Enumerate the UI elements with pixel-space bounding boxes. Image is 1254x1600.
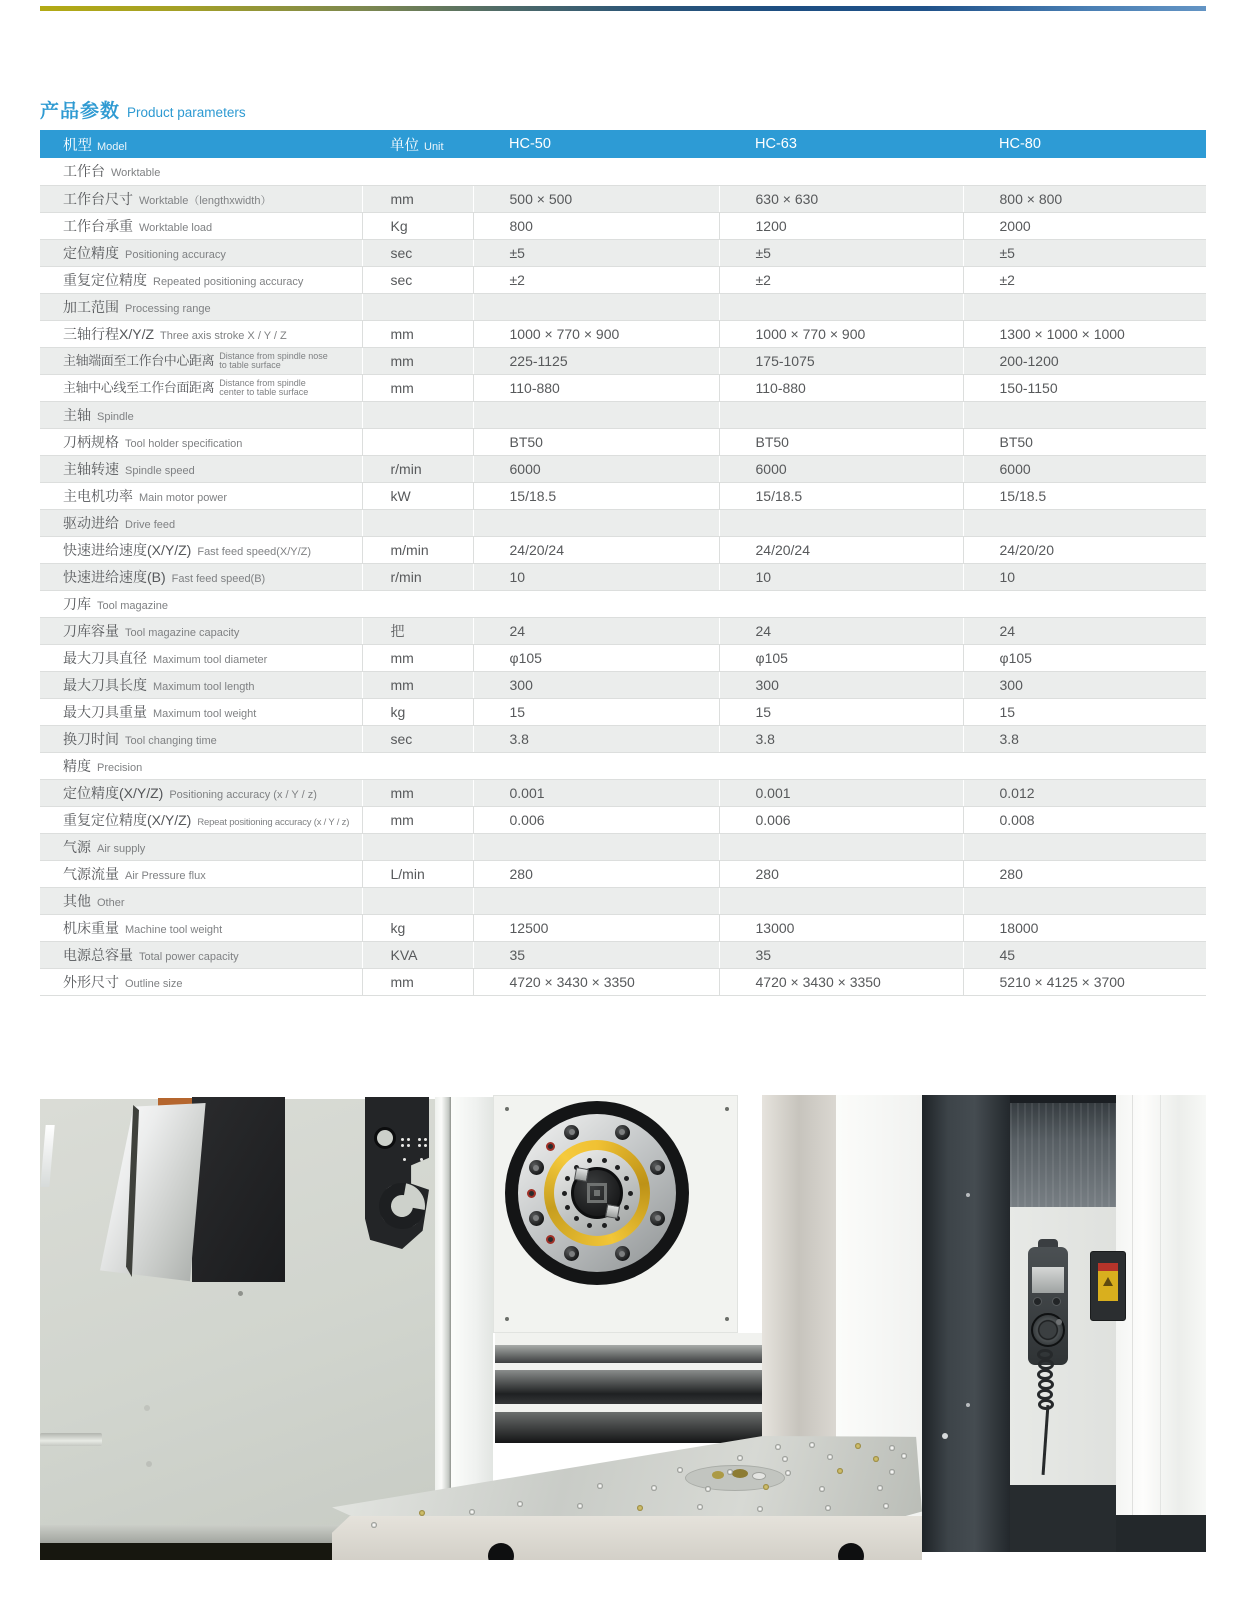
row-unit: mm bbox=[362, 374, 473, 401]
row-value bbox=[719, 401, 963, 428]
row-value bbox=[473, 590, 719, 617]
row-label: 定位精度 Positioning accuracy bbox=[40, 239, 362, 266]
row-value: 280 bbox=[963, 860, 1206, 887]
spindle-red-dot bbox=[546, 1142, 555, 1151]
table-body bbox=[40, 158, 1206, 995]
row-label: 其他 Other bbox=[40, 887, 362, 914]
arm-led bbox=[407, 1138, 410, 1141]
spindle-dot bbox=[615, 1165, 620, 1170]
spindle-hub-glyph-center bbox=[594, 1190, 600, 1196]
pallet-bolt-hole bbox=[873, 1456, 879, 1462]
row-value: 4720 × 3430 × 3350 bbox=[719, 968, 963, 995]
pallet-bolt-hole bbox=[825, 1505, 831, 1511]
pallet-bolt-hole bbox=[889, 1445, 895, 1451]
row-unit: m/min bbox=[362, 536, 473, 563]
spindle-dot bbox=[565, 1176, 570, 1181]
row-value: 10 bbox=[473, 563, 719, 590]
row-value bbox=[963, 833, 1206, 860]
header-unit: 单位 Unit bbox=[362, 130, 473, 158]
row-label: 最大刀具直径 Maximum tool diameter bbox=[40, 644, 362, 671]
header-col-hc80: HC-80 bbox=[963, 130, 1206, 158]
row-label: 主轴转速 Spindle speed bbox=[40, 455, 362, 482]
warning-triangle-icon bbox=[1103, 1277, 1113, 1286]
row-value: 13000 bbox=[719, 914, 963, 941]
row-value: 12500 bbox=[473, 914, 719, 941]
row-value: 110-880 bbox=[473, 374, 719, 401]
row-unit bbox=[362, 428, 473, 455]
row-value: 6000 bbox=[719, 455, 963, 482]
cable-coil-ring bbox=[1038, 1399, 1054, 1410]
panel-screw bbox=[505, 1317, 509, 1321]
row-label: 三轴行程X/Y/Z Three axis stroke X / Y / Z bbox=[40, 320, 362, 347]
row-value: 24/20/24 bbox=[473, 536, 719, 563]
panel-screw bbox=[146, 1461, 152, 1467]
row-value: 3.8 bbox=[963, 725, 1206, 752]
row-value bbox=[719, 887, 963, 914]
row-unit bbox=[362, 158, 473, 185]
spindle-key-block bbox=[605, 1204, 620, 1219]
row-value: φ105 bbox=[473, 644, 719, 671]
pallet-bolt-hole bbox=[877, 1485, 883, 1491]
table-row bbox=[40, 617, 1206, 644]
row-value: ±5 bbox=[963, 239, 1206, 266]
row-label: 气源流量 Air Pressure flux bbox=[40, 860, 362, 887]
arm-led bbox=[418, 1144, 421, 1147]
row-value: ±2 bbox=[963, 266, 1206, 293]
panel-screw bbox=[505, 1107, 509, 1111]
row-label: 机床重量 Machine tool weight bbox=[40, 914, 362, 941]
row-value: 0.006 bbox=[473, 806, 719, 833]
table-row bbox=[40, 239, 1206, 266]
header-col-hc50: HC-50 bbox=[473, 130, 719, 158]
row-label: 快速进给速度(X/Y/Z) Fast feed speed(X/Y/Z) bbox=[40, 536, 362, 563]
table-row bbox=[40, 185, 1206, 212]
table-row bbox=[40, 644, 1206, 671]
pallet-bolt-hole bbox=[763, 1484, 769, 1490]
window-streaks bbox=[1010, 1095, 1116, 1207]
row-value bbox=[963, 401, 1206, 428]
row-label: 工作台 Worktable bbox=[40, 158, 362, 185]
header-model: 机型 Model bbox=[40, 130, 362, 158]
table-header-row bbox=[40, 130, 1206, 158]
row-value: 4720 × 3430 × 3350 bbox=[473, 968, 719, 995]
spindle-dot bbox=[565, 1205, 570, 1210]
right-bottom-dark bbox=[1116, 1515, 1206, 1552]
row-label: 工作台尺寸 Worktable（lengthxwidth） bbox=[40, 185, 362, 212]
page-title-en: Product parameters bbox=[127, 105, 246, 120]
row-label: 主轴端面至工作台中心距离 Distance from spindle nose to table surface bbox=[40, 347, 362, 374]
row-value: 35 bbox=[473, 941, 719, 968]
warning-label-red-band bbox=[1098, 1263, 1118, 1271]
row-value: 280 bbox=[473, 860, 719, 887]
row-label: 工作台承重 Worktable load bbox=[40, 212, 362, 239]
pallet-bolt-hole bbox=[837, 1468, 843, 1474]
spindle-dot bbox=[562, 1191, 567, 1196]
table-row bbox=[40, 455, 1206, 482]
row-value bbox=[473, 158, 719, 185]
arm-led bbox=[401, 1138, 404, 1141]
row-label: 刀库容量 Tool magazine capacity bbox=[40, 617, 362, 644]
arm-led bbox=[424, 1138, 427, 1141]
row-value bbox=[473, 293, 719, 320]
row-unit: r/min bbox=[362, 455, 473, 482]
row-value: 10 bbox=[719, 563, 963, 590]
panel-screw bbox=[144, 1405, 150, 1411]
row-value: 0.001 bbox=[473, 779, 719, 806]
row-value: BT50 bbox=[963, 428, 1206, 455]
row-unit: kg bbox=[362, 698, 473, 725]
row-value: 800 bbox=[473, 212, 719, 239]
arm-led bbox=[420, 1158, 423, 1161]
row-unit: mm bbox=[362, 185, 473, 212]
window-top-band bbox=[1010, 1095, 1116, 1103]
row-unit bbox=[362, 509, 473, 536]
left-bottom-dark-strip bbox=[40, 1543, 342, 1560]
row-value: φ105 bbox=[719, 644, 963, 671]
aluminum-edge-strip bbox=[435, 1097, 451, 1552]
row-unit: mm bbox=[362, 968, 473, 995]
pallet-bolt-hole bbox=[651, 1485, 657, 1491]
row-unit: mm bbox=[362, 320, 473, 347]
row-value: 630 × 630 bbox=[719, 185, 963, 212]
row-value: 15 bbox=[473, 698, 719, 725]
black-cover-wedge bbox=[192, 1097, 285, 1282]
panel-seam bbox=[1132, 1095, 1133, 1552]
row-value: 0.001 bbox=[719, 779, 963, 806]
row-value: 0.008 bbox=[963, 806, 1206, 833]
arm-led bbox=[424, 1144, 427, 1147]
row-unit: mm bbox=[362, 644, 473, 671]
spindle-bolt-center bbox=[569, 1129, 575, 1135]
pallet-bolt-hole bbox=[637, 1505, 643, 1511]
recess-gold-part bbox=[732, 1469, 748, 1478]
row-value bbox=[963, 887, 1206, 914]
spindle-bolt-center bbox=[655, 1165, 661, 1171]
under-panel-dark bbox=[1010, 1485, 1116, 1552]
row-unit bbox=[362, 833, 473, 860]
row-value bbox=[719, 509, 963, 536]
row-value: 15/18.5 bbox=[473, 482, 719, 509]
row-value: 200-1200 bbox=[963, 347, 1206, 374]
recess-silver-part bbox=[752, 1472, 766, 1480]
row-unit bbox=[362, 752, 473, 779]
row-label: 刀库 Tool magazine bbox=[40, 590, 362, 617]
pallet-bolt-hole bbox=[757, 1506, 763, 1512]
row-value: ±2 bbox=[719, 266, 963, 293]
row-value: φ105 bbox=[963, 644, 1206, 671]
row-unit bbox=[362, 293, 473, 320]
row-value: 1000 × 770 × 900 bbox=[473, 320, 719, 347]
row-label: 加工范围 Processing range bbox=[40, 293, 362, 320]
row-value bbox=[963, 158, 1206, 185]
row-value: 110-880 bbox=[719, 374, 963, 401]
row-value: 6000 bbox=[963, 455, 1206, 482]
row-label: 重复定位精度 Repeated positioning accuracy bbox=[40, 266, 362, 293]
slat-bar bbox=[495, 1412, 775, 1443]
spindle-dot bbox=[602, 1223, 607, 1228]
row-label: 精度 Precision bbox=[40, 752, 362, 779]
row-unit: mm bbox=[362, 779, 473, 806]
row-unit: 把 bbox=[362, 617, 473, 644]
arm-led bbox=[407, 1144, 410, 1147]
row-value: 1000 × 770 × 900 bbox=[719, 320, 963, 347]
spindle-dot bbox=[628, 1191, 633, 1196]
row-label: 快速进给速度(B) Fast feed speed(B) bbox=[40, 563, 362, 590]
row-value: 24 bbox=[963, 617, 1206, 644]
spindle-dot bbox=[587, 1223, 592, 1228]
row-label: 主电机功率 Main motor power bbox=[40, 482, 362, 509]
row-label: 最大刀具长度 Maximum tool length bbox=[40, 671, 362, 698]
row-value: 3.8 bbox=[719, 725, 963, 752]
row-value bbox=[719, 590, 963, 617]
row-value: 15/18.5 bbox=[963, 482, 1206, 509]
row-value bbox=[719, 752, 963, 779]
row-unit: KVA bbox=[362, 941, 473, 968]
section-row bbox=[40, 590, 1206, 617]
row-value: 18000 bbox=[963, 914, 1206, 941]
left-panel-slot-handle bbox=[40, 1433, 102, 1446]
row-value: ±2 bbox=[473, 266, 719, 293]
pallet-bolt-hole bbox=[469, 1509, 475, 1515]
table-row bbox=[40, 347, 1206, 374]
row-label: 重复定位精度(X/Y/Z) Repeat positioning accuracy (x / Y / z) bbox=[40, 806, 362, 833]
row-unit: sec bbox=[362, 239, 473, 266]
pendant-knob bbox=[1052, 1297, 1061, 1306]
row-unit: mm bbox=[362, 347, 473, 374]
row-value: 1200 bbox=[719, 212, 963, 239]
row-unit: kW bbox=[362, 482, 473, 509]
panel-screw bbox=[238, 1291, 243, 1296]
row-value: 6000 bbox=[473, 455, 719, 482]
section-row bbox=[40, 752, 1206, 779]
pallet-bolt-hole bbox=[517, 1501, 523, 1507]
row-value bbox=[963, 590, 1206, 617]
row-value: 300 bbox=[473, 671, 719, 698]
panel-screw bbox=[725, 1107, 729, 1111]
row-value bbox=[473, 401, 719, 428]
row-value bbox=[473, 752, 719, 779]
row-value: ±5 bbox=[473, 239, 719, 266]
pallet-bolt-hole bbox=[697, 1504, 703, 1510]
row-value bbox=[719, 833, 963, 860]
worktable-pallet-front bbox=[332, 1516, 922, 1560]
row-unit: Kg bbox=[362, 212, 473, 239]
row-value bbox=[963, 509, 1206, 536]
row-value: ±5 bbox=[719, 239, 963, 266]
row-value: 280 bbox=[719, 860, 963, 887]
row-value bbox=[473, 833, 719, 860]
pallet-bolt-hole bbox=[371, 1522, 377, 1528]
row-value: 24 bbox=[473, 617, 719, 644]
product-parameters-table bbox=[40, 130, 1206, 996]
row-value: 0.006 bbox=[719, 806, 963, 833]
row-value: 300 bbox=[963, 671, 1206, 698]
row-unit: L/min bbox=[362, 860, 473, 887]
pendant-handwheel bbox=[1031, 1313, 1065, 1347]
pallet-bolt-hole bbox=[705, 1486, 711, 1492]
pallet-bolt-hole bbox=[855, 1443, 861, 1449]
column-screw bbox=[942, 1433, 948, 1439]
row-value: 24/20/20 bbox=[963, 536, 1206, 563]
column-screw bbox=[966, 1193, 970, 1197]
pallet-bolt-hole bbox=[827, 1454, 833, 1460]
table-row bbox=[40, 698, 1206, 725]
slat-bar bbox=[495, 1345, 775, 1363]
pendant-knob bbox=[1033, 1297, 1042, 1306]
section-row bbox=[40, 887, 1206, 914]
pallet-bolt-hole bbox=[819, 1486, 825, 1492]
row-label: 外形尺寸 Outline size bbox=[40, 968, 362, 995]
table-row bbox=[40, 212, 1206, 239]
spindle-bolt-center bbox=[569, 1251, 575, 1257]
row-unit: sec bbox=[362, 725, 473, 752]
recess-gold-part bbox=[712, 1471, 724, 1479]
pallet-bolt-hole bbox=[677, 1467, 683, 1473]
row-value: 1300 × 1000 × 1000 bbox=[963, 320, 1206, 347]
row-label: 电源总容量 Total power capacity bbox=[40, 941, 362, 968]
pallet-bolt-hole bbox=[419, 1510, 425, 1516]
row-label: 刀柄规格 Tool holder specification bbox=[40, 428, 362, 455]
arm-led bbox=[401, 1144, 404, 1147]
header-col-hc63: HC-63 bbox=[719, 130, 963, 158]
row-value: 150-1150 bbox=[963, 374, 1206, 401]
row-unit: r/min bbox=[362, 563, 473, 590]
top-gradient-bar bbox=[40, 6, 1206, 11]
row-value: 24/20/24 bbox=[719, 536, 963, 563]
row-value: 175-1075 bbox=[719, 347, 963, 374]
row-value: 300 bbox=[719, 671, 963, 698]
pallet-bolt-hole bbox=[597, 1483, 603, 1489]
table-row bbox=[40, 914, 1206, 941]
table-row bbox=[40, 563, 1206, 590]
row-value bbox=[963, 293, 1206, 320]
row-unit bbox=[362, 401, 473, 428]
row-value: 800 × 800 bbox=[963, 185, 1206, 212]
table-row bbox=[40, 428, 1206, 455]
row-value: 15 bbox=[719, 698, 963, 725]
row-label: 最大刀具重量 Maximum tool weight bbox=[40, 698, 362, 725]
row-label: 换刀时间 Tool changing time bbox=[40, 725, 362, 752]
row-value bbox=[963, 752, 1206, 779]
table-row bbox=[40, 725, 1206, 752]
row-label: 驱动进给 Drive feed bbox=[40, 509, 362, 536]
pallet-bolt-hole bbox=[785, 1470, 791, 1476]
row-unit: mm bbox=[362, 806, 473, 833]
row-label: 定位精度(X/Y/Z) Positioning accuracy (x / Y / z) bbox=[40, 779, 362, 806]
row-unit bbox=[362, 887, 473, 914]
row-label: 主轴 Spindle bbox=[40, 401, 362, 428]
section-row bbox=[40, 293, 1206, 320]
row-value: 5210 × 4125 × 3700 bbox=[963, 968, 1206, 995]
row-value: 225-1125 bbox=[473, 347, 719, 374]
mpg-pendant-body bbox=[1028, 1247, 1068, 1365]
row-value: 10 bbox=[963, 563, 1206, 590]
row-value: 0.012 bbox=[963, 779, 1206, 806]
row-value bbox=[473, 887, 719, 914]
section-row bbox=[40, 401, 1206, 428]
pallet-bolt-hole bbox=[775, 1444, 781, 1450]
pallet-bolt-hole bbox=[889, 1469, 895, 1475]
pallet-bolt-hole bbox=[901, 1453, 907, 1459]
page-title bbox=[40, 96, 246, 123]
row-unit: sec bbox=[362, 266, 473, 293]
section-row bbox=[40, 509, 1206, 536]
spindle-key-block bbox=[574, 1167, 589, 1182]
section-row bbox=[40, 833, 1206, 860]
table-row bbox=[40, 860, 1206, 887]
dark-column bbox=[922, 1095, 1010, 1552]
row-value: BT50 bbox=[719, 428, 963, 455]
column-screw bbox=[966, 1403, 970, 1407]
row-value: 24 bbox=[719, 617, 963, 644]
table-row bbox=[40, 320, 1206, 347]
table-row bbox=[40, 968, 1206, 995]
arm-hole bbox=[374, 1127, 396, 1149]
row-value bbox=[719, 158, 963, 185]
row-label: 气源 Air supply bbox=[40, 833, 362, 860]
pallet-bolt-hole bbox=[737, 1455, 743, 1461]
row-value bbox=[473, 509, 719, 536]
row-unit: kg bbox=[362, 914, 473, 941]
pallet-bolt-hole bbox=[782, 1456, 788, 1462]
table-row bbox=[40, 482, 1206, 509]
right-panels bbox=[1116, 1095, 1206, 1552]
page-title-zh: 产品参数 bbox=[40, 101, 121, 122]
table-row bbox=[40, 671, 1206, 698]
machine-photo bbox=[40, 1095, 1206, 1560]
table-row bbox=[40, 266, 1206, 293]
table-row bbox=[40, 374, 1206, 401]
arm-led bbox=[403, 1158, 406, 1161]
arm-led bbox=[418, 1138, 421, 1141]
panel-screw bbox=[725, 1317, 729, 1321]
table-row bbox=[40, 779, 1206, 806]
spindle-red-dot bbox=[546, 1235, 555, 1244]
row-value: 500 × 500 bbox=[473, 185, 719, 212]
section-row bbox=[40, 158, 1206, 185]
slat-bar bbox=[495, 1370, 775, 1404]
handwheel-handle bbox=[1056, 1319, 1062, 1325]
row-value: 35 bbox=[719, 941, 963, 968]
spindle-bolt-center bbox=[533, 1165, 539, 1171]
row-value: 15/18.5 bbox=[719, 482, 963, 509]
row-value bbox=[719, 293, 963, 320]
pendant-chrome-plate bbox=[1032, 1267, 1064, 1293]
row-unit: mm bbox=[362, 671, 473, 698]
row-value: 15 bbox=[963, 698, 1206, 725]
spindle-red-dot bbox=[527, 1189, 536, 1198]
table-row bbox=[40, 536, 1206, 563]
row-value: 3.8 bbox=[473, 725, 719, 752]
table-row bbox=[40, 806, 1206, 833]
pallet-bolt-hole bbox=[577, 1503, 583, 1509]
pallet-bolt-hole bbox=[883, 1503, 889, 1509]
pallet-bolt-hole bbox=[727, 1469, 733, 1475]
row-value: 2000 bbox=[963, 212, 1206, 239]
pallet-bolt-hole bbox=[809, 1442, 815, 1448]
row-unit bbox=[362, 590, 473, 617]
table-row bbox=[40, 941, 1206, 968]
panel-seam bbox=[1160, 1095, 1161, 1552]
row-label: 主轴中心线至工作台面距离 Distance from spindle center to table surface bbox=[40, 374, 362, 401]
row-value: BT50 bbox=[473, 428, 719, 455]
row-value: 45 bbox=[963, 941, 1206, 968]
